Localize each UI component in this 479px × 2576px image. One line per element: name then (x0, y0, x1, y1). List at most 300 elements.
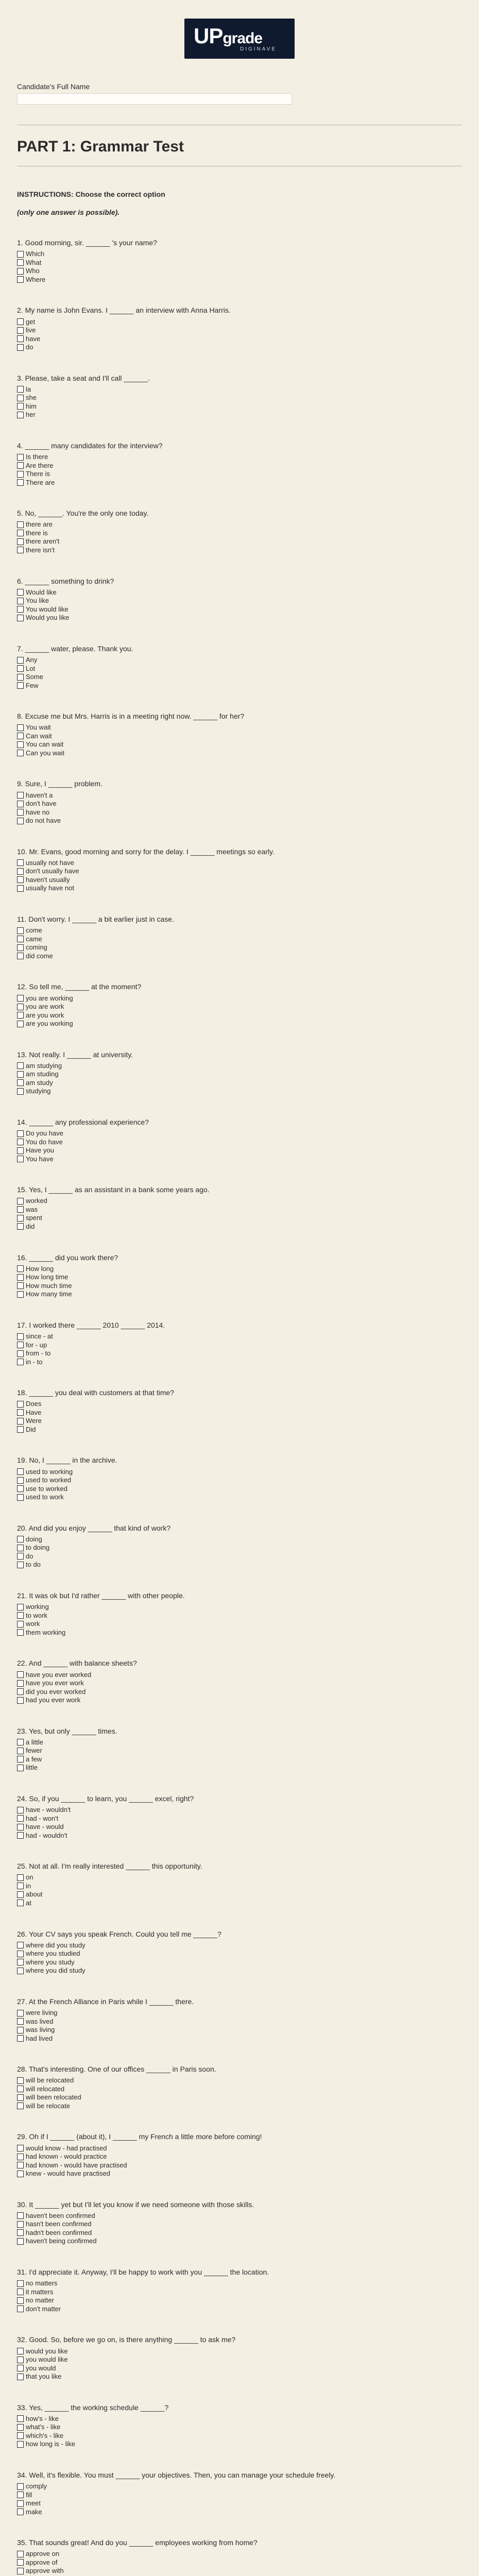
checkbox-icon[interactable] (17, 615, 24, 621)
answer-option[interactable] (17, 1079, 460, 1088)
answer-option[interactable] (17, 1282, 460, 1291)
checkbox-icon[interactable] (17, 2018, 24, 2025)
checkbox-icon[interactable] (17, 1342, 24, 1348)
answer-option[interactable] (17, 520, 460, 529)
checkbox-icon[interactable] (17, 547, 24, 553)
question-text: 12. So tell me, ______ at the moment? (17, 982, 142, 991)
checkbox-icon[interactable] (17, 2500, 24, 2507)
checkbox-icon[interactable] (17, 1968, 24, 1974)
answer-option[interactable] (17, 1620, 460, 1629)
checkbox-icon[interactable] (17, 462, 24, 469)
checkbox-icon[interactable] (17, 2432, 24, 2439)
checkbox-icon[interactable] (17, 606, 24, 613)
answer-option[interactable] (17, 2490, 460, 2499)
answer-option[interactable] (17, 1696, 460, 1705)
answer-option[interactable] (17, 326, 460, 335)
checkbox-icon[interactable] (17, 1562, 24, 1568)
answer-option[interactable] (17, 1062, 460, 1071)
answer-option[interactable] (17, 2372, 460, 2381)
question-text: 17. I worked there ______ 2010 ______ 2014. (17, 1320, 165, 1329)
answer-option[interactable] (17, 2499, 460, 2508)
checkbox-icon[interactable] (17, 1223, 24, 1230)
answer-option[interactable] (17, 1426, 460, 1434)
answer-option[interactable] (17, 1687, 460, 1696)
answer-option[interactable] (17, 2102, 460, 2111)
checkbox-icon[interactable] (17, 1748, 24, 1754)
answer-option[interactable] (17, 250, 460, 259)
answer-option[interactable] (17, 1273, 460, 1282)
checkbox-icon[interactable] (17, 2492, 24, 2498)
checkbox-icon[interactable] (17, 2221, 24, 2228)
answer-option[interactable] (17, 537, 460, 546)
answer-option[interactable] (17, 1747, 460, 1755)
checkbox-icon[interactable] (17, 2441, 24, 2448)
option-label: to doing (26, 1544, 50, 1552)
answer-option[interactable] (17, 1476, 460, 1485)
checkbox-icon[interactable] (17, 944, 24, 951)
answer-option[interactable] (17, 1603, 460, 1612)
answer-option[interactable] (17, 1087, 460, 1096)
checkbox-icon[interactable] (17, 733, 24, 739)
checkbox-icon[interactable] (17, 395, 24, 401)
answer-option[interactable] (17, 1214, 460, 1223)
checkbox-icon[interactable] (17, 538, 24, 545)
checkbox-icon[interactable] (17, 1468, 24, 1475)
checkbox-icon[interactable] (17, 724, 24, 731)
answer-option[interactable] (17, 1341, 460, 1349)
checkbox-icon[interactable] (17, 268, 24, 275)
checkbox-icon[interactable] (17, 2086, 24, 2092)
answer-option[interactable] (17, 681, 460, 690)
checkbox-icon[interactable] (17, 2154, 24, 2160)
checkbox-icon[interactable] (17, 589, 24, 596)
checkbox-icon[interactable] (17, 1680, 24, 1687)
answer-option[interactable] (17, 546, 460, 555)
checkbox-icon[interactable] (17, 1671, 24, 1678)
answer-option[interactable] (17, 1484, 460, 1493)
checkbox-icon[interactable] (17, 344, 24, 351)
answer-option[interactable] (17, 2034, 460, 2043)
answer-option[interactable] (17, 1958, 460, 1967)
answer-option[interactable] (17, 588, 460, 597)
answer-option[interactable] (17, 1552, 460, 1561)
answer-option[interactable] (17, 1941, 460, 1950)
checkbox-icon[interactable] (17, 1012, 24, 1019)
answer-option[interactable] (17, 2161, 460, 2170)
checkbox-icon[interactable] (17, 1426, 24, 1433)
checkbox-icon[interactable] (17, 2035, 24, 2042)
answer-option[interactable] (17, 732, 460, 741)
answer-option[interactable] (17, 2296, 460, 2305)
answer-option[interactable] (17, 2229, 460, 2238)
answer-option[interactable] (17, 1417, 460, 1426)
checkbox-icon[interactable] (17, 1485, 24, 1492)
checkbox-icon[interactable] (17, 1291, 24, 1298)
answer-option[interactable] (17, 1882, 460, 1891)
checkbox-icon[interactable] (17, 386, 24, 393)
answer-option[interactable] (17, 2237, 460, 2246)
answer-option[interactable] (17, 1400, 460, 1409)
answer-option[interactable] (17, 2153, 460, 2161)
answer-option[interactable] (17, 2093, 460, 2102)
checkbox-icon[interactable] (17, 953, 24, 959)
checkbox-icon[interactable] (17, 927, 24, 934)
question-text: 8. Excuse me but Mrs. Harris is in a meeting right now. ______ for her? (17, 712, 245, 721)
checkbox-icon[interactable] (17, 327, 24, 334)
answer-option[interactable] (17, 884, 460, 893)
checkbox-icon[interactable] (17, 1350, 24, 1357)
checkbox-icon[interactable] (17, 657, 24, 664)
checkbox-icon[interactable] (17, 1891, 24, 1898)
answer-option[interactable] (17, 867, 460, 876)
question-text: 26. Your CV says you speak French. Could you tell me ______? (17, 1929, 221, 1938)
answer-option[interactable] (17, 1223, 460, 1231)
checkbox-icon[interactable] (17, 1206, 24, 1213)
checkbox-icon[interactable] (17, 1274, 24, 1281)
answer-option[interactable] (17, 2305, 460, 2314)
answer-option[interactable] (17, 749, 460, 758)
answer-option[interactable] (17, 1967, 460, 1975)
checkbox-icon[interactable] (17, 2559, 24, 2566)
checkbox-icon[interactable] (17, 1004, 24, 1010)
answer-option[interactable] (17, 2170, 460, 2178)
answer-option[interactable] (17, 2144, 460, 2153)
answer-option[interactable] (17, 859, 460, 868)
checkbox-icon[interactable] (17, 251, 24, 258)
checkbox-icon[interactable] (17, 1130, 24, 1137)
answer-option[interactable] (17, 664, 460, 673)
answer-option[interactable] (17, 943, 460, 952)
checkbox-icon[interactable] (17, 1265, 24, 1272)
option-label: are you work (26, 1011, 64, 1019)
answer-option[interactable] (17, 1070, 460, 1079)
checkbox-icon[interactable] (17, 1612, 24, 1619)
answer-option[interactable] (17, 1561, 460, 1569)
checkbox-icon[interactable] (17, 530, 24, 536)
checkbox-icon[interactable] (17, 1156, 24, 1162)
checkbox-icon[interactable] (17, 868, 24, 875)
checkbox-icon[interactable] (17, 1477, 24, 1484)
answer-option[interactable] (17, 1349, 460, 1358)
answer-option[interactable] (17, 1806, 460, 1815)
checkbox-icon[interactable] (17, 682, 24, 689)
answer-option[interactable] (17, 2432, 460, 2441)
answer-option[interactable] (17, 276, 460, 284)
answer-option[interactable] (17, 267, 460, 276)
checkbox-icon[interactable] (17, 2424, 24, 2431)
checkbox-icon[interactable] (17, 1951, 24, 1957)
checkbox-icon[interactable] (17, 2010, 24, 2016)
answer-option[interactable] (17, 723, 460, 732)
answer-option[interactable] (17, 2076, 460, 2085)
checkbox-icon[interactable] (17, 674, 24, 681)
answer-option[interactable] (17, 597, 460, 605)
checkbox-icon[interactable] (17, 471, 24, 478)
checkbox-icon[interactable] (17, 2077, 24, 2084)
full-name-input[interactable] (17, 93, 292, 105)
answer-option[interactable] (17, 2440, 460, 2449)
answer-option[interactable] (17, 1612, 460, 1620)
answer-option[interactable] (17, 1544, 460, 1552)
question-text: 7. ______ water, please. Thank you. (17, 644, 133, 653)
answer-option[interactable] (17, 1129, 460, 1138)
checkbox-icon[interactable] (17, 859, 24, 866)
checkbox-icon[interactable] (17, 1739, 24, 1745)
checkbox-icon[interactable] (17, 2297, 24, 2304)
checkbox-icon[interactable] (17, 2483, 24, 2490)
checkbox-icon[interactable] (17, 876, 24, 883)
answer-option[interactable] (17, 1899, 460, 1908)
answer-option[interactable] (17, 2415, 460, 2424)
checkbox-icon[interactable] (17, 2212, 24, 2219)
checkbox-icon[interactable] (17, 1147, 24, 1154)
answer-option[interactable] (17, 402, 460, 411)
question-22 (17, 1659, 460, 1704)
checkbox-icon[interactable] (17, 1359, 24, 1365)
checkbox-icon[interactable] (17, 2357, 24, 2363)
checkbox-icon[interactable] (17, 412, 24, 418)
checkbox-icon[interactable] (17, 792, 24, 799)
checkbox-icon[interactable] (17, 809, 24, 816)
answer-option[interactable] (17, 2558, 460, 2567)
answer-option[interactable] (17, 1155, 460, 1163)
answer-option[interactable] (17, 411, 460, 419)
checkbox-icon[interactable] (17, 2415, 24, 2422)
answer-option[interactable] (17, 994, 460, 1003)
answer-option[interactable] (17, 740, 460, 749)
answer-option[interactable] (17, 1265, 460, 1274)
answer-option[interactable] (17, 470, 460, 479)
answer-option[interactable] (17, 1831, 460, 1840)
answer-option[interactable] (17, 1535, 460, 1544)
answer-option[interactable] (17, 1629, 460, 1637)
answer-option[interactable] (17, 2212, 460, 2221)
answer-option[interactable] (17, 1020, 460, 1028)
checkbox-icon[interactable] (17, 1807, 24, 1814)
checkbox-icon[interactable] (17, 1688, 24, 1695)
checkbox-icon[interactable] (17, 1756, 24, 1762)
checkbox-icon[interactable] (17, 1621, 24, 1628)
checkbox-icon[interactable] (17, 598, 24, 604)
answer-option[interactable] (17, 876, 460, 885)
answer-option[interactable] (17, 1467, 460, 1476)
answer-option[interactable] (17, 2288, 460, 2297)
checkbox-icon[interactable] (17, 665, 24, 672)
answer-option[interactable] (17, 673, 460, 682)
checkbox-icon[interactable] (17, 1883, 24, 1889)
checkbox-icon[interactable] (17, 403, 24, 410)
answer-option[interactable] (17, 2026, 460, 2035)
answer-option[interactable] (17, 935, 460, 944)
answer-option[interactable] (17, 343, 460, 352)
checkbox-icon[interactable] (17, 1815, 24, 1822)
answer-option[interactable] (17, 656, 460, 665)
answer-option[interactable] (17, 1873, 460, 1882)
checkbox-icon[interactable] (17, 1088, 24, 1095)
checkbox-icon[interactable] (17, 936, 24, 942)
answer-option[interactable] (17, 2482, 460, 2491)
answer-option[interactable] (17, 614, 460, 622)
checkbox-icon[interactable] (17, 818, 24, 824)
answer-option[interactable] (17, 2355, 460, 2364)
answer-option[interactable] (17, 2347, 460, 2355)
checkbox-icon[interactable] (17, 2348, 24, 2354)
option-label: Have you (26, 1146, 54, 1155)
checkbox-icon[interactable] (17, 259, 24, 266)
question-23 (17, 1727, 460, 1772)
checkbox-icon[interactable] (17, 2374, 24, 2380)
answer-option[interactable] (17, 952, 460, 961)
option-label: there aren't (26, 537, 60, 546)
checkbox-icon[interactable] (17, 1409, 24, 1416)
checkbox-icon[interactable] (17, 1282, 24, 1289)
answer-option[interactable] (17, 1814, 460, 1823)
checkbox-icon[interactable] (17, 1959, 24, 1965)
checkbox-icon[interactable] (17, 2027, 24, 2033)
checkbox-icon[interactable] (17, 2229, 24, 2236)
option-label: Is there (26, 453, 48, 461)
checkbox-icon[interactable] (17, 995, 24, 1002)
checkbox-icon[interactable] (17, 1401, 24, 1408)
checkbox-icon[interactable] (17, 1079, 24, 1086)
answer-option[interactable] (17, 2279, 460, 2288)
answer-option[interactable] (17, 1003, 460, 1011)
answer-option[interactable] (17, 1358, 460, 1366)
checkbox-icon[interactable] (17, 2103, 24, 2109)
checkbox-icon[interactable] (17, 2289, 24, 2295)
checkbox-icon[interactable] (17, 801, 24, 807)
checkbox-icon[interactable] (17, 318, 24, 325)
checkbox-icon[interactable] (17, 1215, 24, 1222)
option-label: don't usually have (26, 867, 79, 875)
checkbox-icon[interactable] (17, 1629, 24, 1636)
checkbox-icon[interactable] (17, 521, 24, 528)
answer-option[interactable] (17, 1890, 460, 1899)
checkbox-icon[interactable] (17, 1418, 24, 1425)
checkbox-icon[interactable] (17, 1333, 24, 1340)
answer-option[interactable] (17, 1409, 460, 1417)
option-label: Which (26, 250, 45, 258)
checkbox-icon[interactable] (17, 2280, 24, 2287)
answer-option[interactable] (17, 1670, 460, 1679)
answer-option[interactable] (17, 808, 460, 817)
checkbox-icon[interactable] (17, 454, 24, 461)
answer-option[interactable] (17, 1738, 460, 1747)
checkbox-icon[interactable] (17, 2162, 24, 2168)
checkbox-icon[interactable] (17, 1071, 24, 1078)
answer-option[interactable] (17, 2017, 460, 2026)
answer-option[interactable] (17, 605, 460, 614)
answer-option[interactable] (17, 1011, 460, 1020)
checkbox-icon[interactable] (17, 479, 24, 486)
answer-option[interactable] (17, 2009, 460, 2018)
answer-option[interactable] (17, 926, 460, 935)
answer-option[interactable] (17, 1823, 460, 1832)
answer-option[interactable] (17, 317, 460, 326)
answer-option[interactable] (17, 1679, 460, 1688)
checkbox-icon[interactable] (17, 1139, 24, 1145)
answer-option[interactable] (17, 453, 460, 462)
checkbox-icon[interactable] (17, 1021, 24, 1027)
answer-option[interactable] (17, 1764, 460, 1772)
question-19 (17, 1456, 460, 1501)
option-label: did come (26, 952, 53, 960)
answer-option[interactable] (17, 1755, 460, 1764)
answer-option[interactable] (17, 1206, 460, 1214)
question-text: 24. So, if you ______ to learn, you ______ excel, right? (17, 1794, 194, 1803)
checkbox-icon[interactable] (17, 1536, 24, 1543)
answer-option[interactable] (17, 259, 460, 267)
checkbox-icon[interactable] (17, 2551, 24, 2557)
checkbox-icon[interactable] (17, 2094, 24, 2101)
answer-option[interactable] (17, 1332, 460, 1341)
checkbox-icon[interactable] (17, 2509, 24, 2515)
checkbox-icon[interactable] (17, 2171, 24, 2177)
answer-option[interactable] (17, 1950, 460, 1958)
checkbox-icon[interactable] (17, 741, 24, 748)
checkbox-icon[interactable] (17, 2306, 24, 2312)
option-label: a little (26, 1738, 43, 1746)
checkbox-icon[interactable] (17, 276, 24, 283)
checkbox-icon[interactable] (17, 1697, 24, 1704)
checkbox-icon[interactable] (17, 1874, 24, 1881)
answer-option[interactable] (17, 817, 460, 825)
answer-option[interactable] (17, 385, 460, 394)
checkbox-icon[interactable] (17, 1198, 24, 1205)
checkbox-icon[interactable] (17, 1494, 24, 1501)
answer-option[interactable] (17, 1290, 460, 1299)
checkbox-icon[interactable] (17, 2365, 24, 2371)
answer-option[interactable] (17, 2085, 460, 2094)
option-label: get (26, 317, 36, 326)
checkbox-icon[interactable] (17, 1900, 24, 1906)
answer-option[interactable] (17, 1493, 460, 1502)
option-label: am study (26, 1078, 53, 1087)
checkbox-icon[interactable] (17, 1604, 24, 1611)
answer-option[interactable] (17, 1138, 460, 1146)
checkbox-icon[interactable] (17, 750, 24, 756)
answer-option[interactable] (17, 334, 460, 343)
checkbox-icon[interactable] (17, 2238, 24, 2245)
checkbox-icon[interactable] (17, 1942, 24, 1948)
checkbox-icon[interactable] (17, 1545, 24, 1551)
answer-option[interactable] (17, 1197, 460, 1206)
answer-option[interactable] (17, 800, 460, 808)
answer-option[interactable] (17, 2423, 460, 2432)
checkbox-icon[interactable] (17, 1824, 24, 1831)
answer-option[interactable] (17, 2220, 460, 2229)
answer-option[interactable] (17, 478, 460, 487)
answer-option[interactable] (17, 2364, 460, 2372)
checkbox-icon[interactable] (17, 1062, 24, 1069)
checkbox-icon[interactable] (17, 1765, 24, 1771)
answer-option[interactable] (17, 461, 460, 470)
checkbox-icon[interactable] (17, 2568, 24, 2574)
checkbox-icon[interactable] (17, 1832, 24, 1839)
answer-option[interactable] (17, 2567, 460, 2575)
checkbox-icon[interactable] (17, 885, 24, 892)
checkbox-icon[interactable] (17, 2145, 24, 2151)
answer-option[interactable] (17, 394, 460, 402)
answer-option[interactable] (17, 2550, 460, 2558)
checkbox-icon[interactable] (17, 335, 24, 342)
checkbox-icon[interactable] (17, 1553, 24, 1560)
answer-option[interactable] (17, 2507, 460, 2516)
question-text: 2. My name is John Evans. I ______ an interview with Anna Harris. (17, 306, 231, 315)
answer-option[interactable] (17, 529, 460, 538)
answer-option[interactable] (17, 1146, 460, 1155)
answer-option[interactable] (17, 791, 460, 800)
